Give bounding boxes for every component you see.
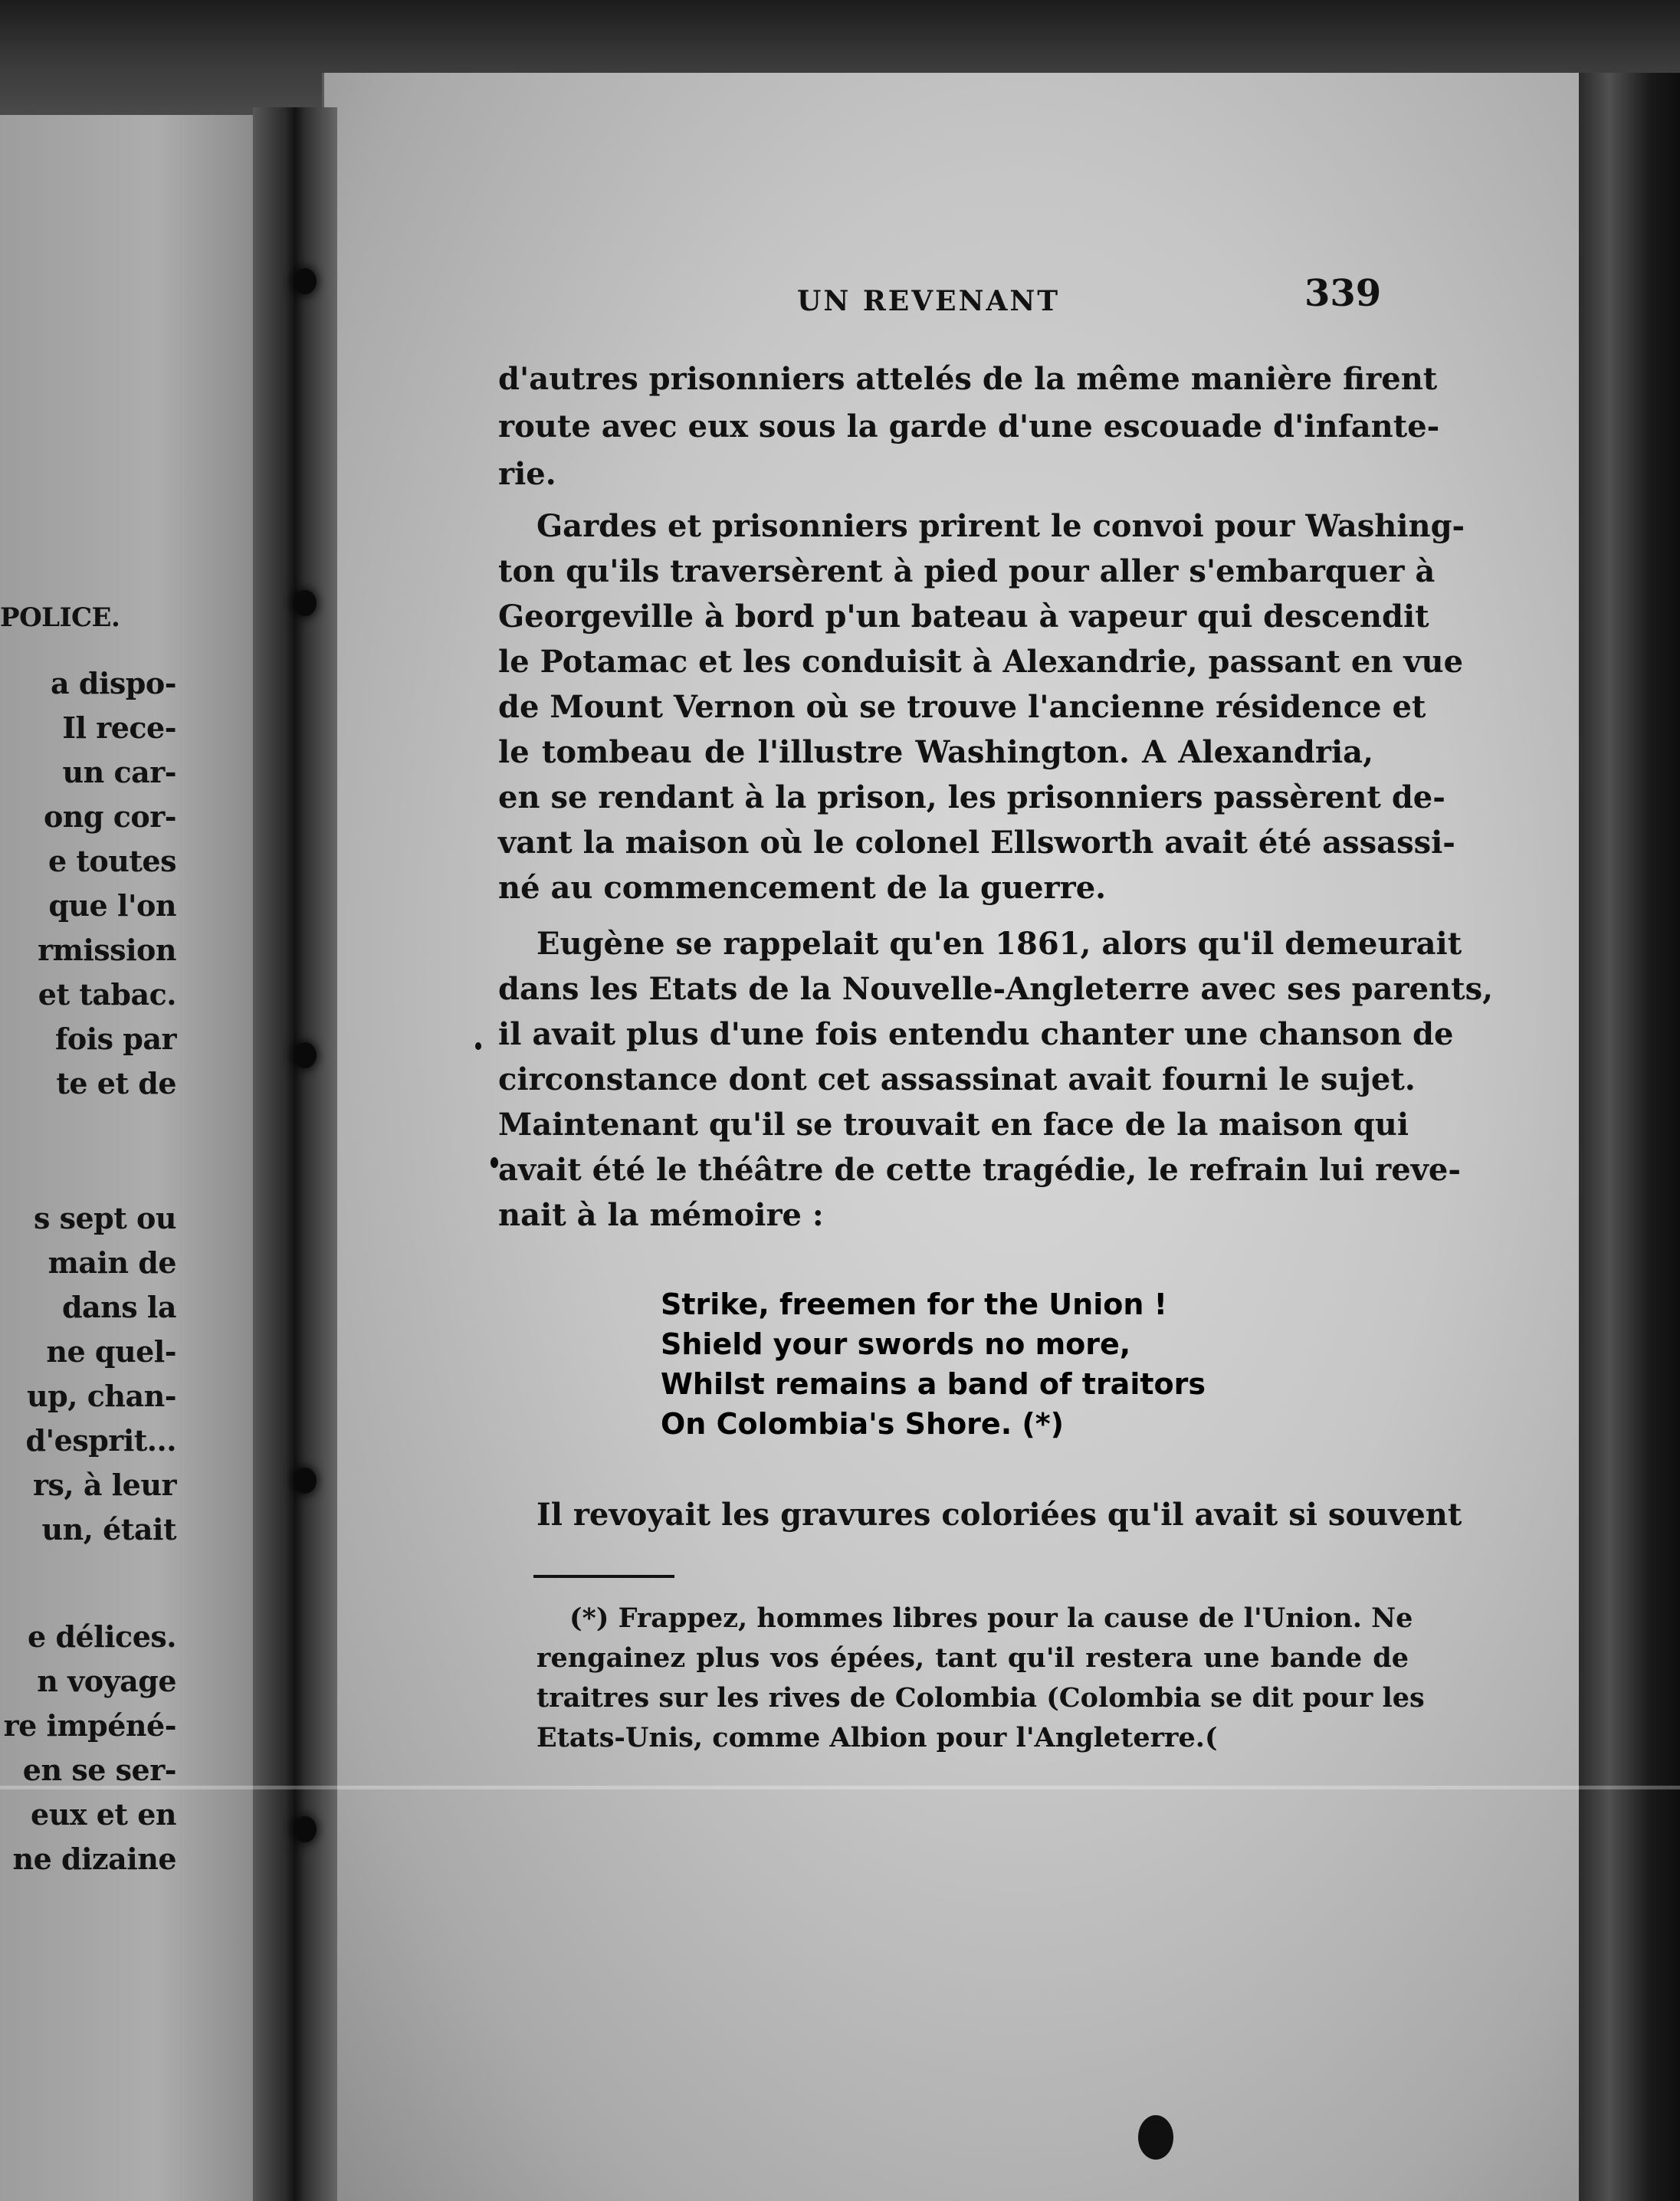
ink-speck: [491, 1157, 498, 1168]
ink-blot: [1138, 2115, 1173, 2160]
body-line: Maintenant qu'il se trouvait en face de la maison qui: [498, 1107, 1409, 1143]
left-page-line: Il rece-: [62, 710, 176, 745]
binding-stitch: [294, 1042, 317, 1068]
left-page-line: ne quel-: [46, 1334, 176, 1369]
left-page-line: re impéné-: [3, 1708, 176, 1743]
left-page-line: en se ser-: [22, 1753, 176, 1787]
left-page-line: a dispo-: [51, 666, 176, 700]
verse-line: On Colombia's Shore. (*): [661, 1407, 1064, 1441]
left-page-line: e toutes: [48, 844, 176, 878]
verse-line: Whilst remains a band of traitors: [661, 1367, 1206, 1401]
footnote-line: traitres sur les rives de Colombia (Colombia se dit pour les: [536, 1682, 1425, 1714]
body-line: Il revoyait les gravures coloriées qu'il avait si souvent: [536, 1497, 1462, 1533]
page-number: 339: [1304, 272, 1382, 315]
body-line: il avait plus d'une fois entendu chanter une chanson de: [498, 1016, 1454, 1052]
left-page-line: n voyage: [37, 1664, 176, 1698]
left-page-line: d'esprit...: [25, 1423, 176, 1458]
footnote-line: Etats-Unis, comme Albion pour l'Angleterre.(: [536, 1722, 1218, 1753]
body-line: le Potamac et les conduisit à Alexandrie, passant en vue: [498, 644, 1464, 680]
body-line: ton qu'ils traversèrent à pied pour aller s'embarquer à: [498, 553, 1436, 589]
book-right-edge: [1579, 73, 1680, 2201]
left-page-line: dans la: [61, 1290, 176, 1324]
binding-stitch: [294, 1816, 317, 1842]
body-line: rie.: [498, 456, 556, 492]
body-line: d'autres prisonniers attelés de la même manière firent: [498, 361, 1438, 397]
body-line: nait à la mémoire :: [498, 1197, 824, 1233]
ink-speck: [475, 1042, 481, 1050]
footnote-line: rengainez plus vos épées, tant qu'il restera une bande de: [536, 1642, 1409, 1674]
body-line: Eugène se rappelait qu'en 1861, alors qu'il demeurait: [536, 926, 1462, 962]
verse-line: Strike, freemen for the Union !: [661, 1287, 1167, 1321]
body-line: en se rendant à la prison, les prisonniers passèrent de-: [498, 779, 1445, 815]
left-page: [0, 115, 284, 2201]
body-line: dans les Etats de la Nouvelle-Angleterre avec ses parents,: [498, 971, 1494, 1007]
left-page-line: rs, à leur: [33, 1468, 176, 1502]
left-page-line: eux et en: [31, 1797, 176, 1832]
left-page-line: ong cor-: [43, 799, 176, 834]
left-page-line: que l'on: [48, 888, 176, 923]
left-page-line: un car-: [62, 755, 176, 789]
body-line: né au commencement de la guerre.: [498, 870, 1107, 906]
left-page-line: s sept ou: [33, 1201, 176, 1235]
left-page-line: main de: [48, 1245, 176, 1280]
footnote-rule: [533, 1575, 674, 1578]
body-line: vant la maison où le colonel Ellsworth avait été assassi-: [498, 825, 1455, 861]
left-page-line: up, chan-: [27, 1379, 176, 1413]
binding-stitch: [294, 268, 317, 294]
left-page-heading: POLICE.: [0, 602, 120, 633]
body-line: avait été le théâtre de cette tragédie, le refrain lui reve-: [498, 1152, 1461, 1188]
left-page-line: fois par: [55, 1022, 176, 1056]
body-line: Gardes et prisonniers prirent le convoi pour Washing-: [536, 508, 1465, 544]
left-page-line: ne dizaine: [12, 1842, 176, 1876]
body-line: le tombeau de l'illustre Washington. A Alexandria,: [498, 734, 1373, 770]
running-head: UN REVENANT: [797, 285, 1061, 317]
binding-stitch: [294, 590, 317, 616]
verse-line: Shield your swords no more,: [661, 1327, 1131, 1361]
body-line: Georgeville à bord p'un bateau à vapeur qui descendit: [498, 599, 1429, 635]
left-page-line: rmission: [38, 933, 176, 967]
body-line: circonstance dont cet assassinat avait fourni le sujet.: [498, 1061, 1416, 1097]
body-line: de Mount Vernon où se trouve l'ancienne résidence et: [498, 689, 1426, 725]
binding-stitch: [294, 1468, 317, 1494]
book-spine: [253, 107, 337, 2201]
left-page-line: e délices.: [28, 1619, 176, 1654]
footnote-line: (*) Frappez, hommes libres pour la cause de l'Union. Ne: [569, 1602, 1413, 1634]
left-page-line: et tabac.: [38, 977, 176, 1012]
body-line: route avec eux sous la garde d'une escouade d'infante-: [498, 408, 1440, 444]
scan-scratch-line: [0, 1786, 1680, 1789]
left-page-line: te et de: [56, 1066, 176, 1100]
left-page-line: un, était: [41, 1512, 176, 1547]
